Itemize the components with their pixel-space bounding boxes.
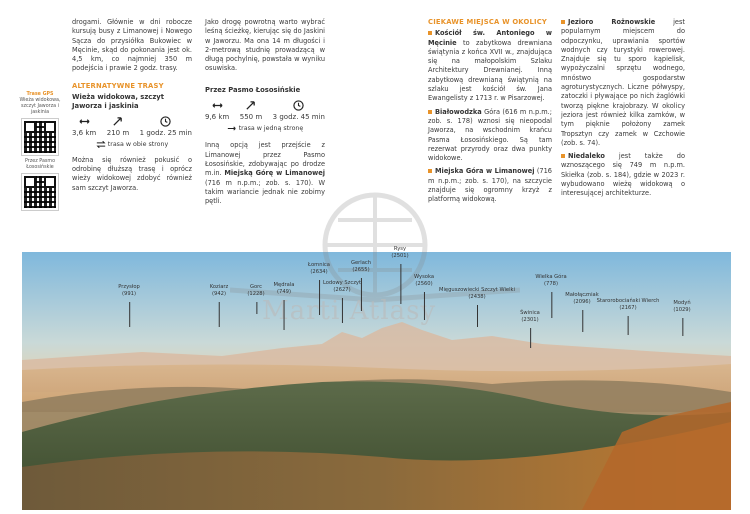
col1-text: Można się również pokusić o odrobinę dłuższą trasę i oprócz wieży widokowej zdobyć również sam szczyt Jaworza. xyxy=(72,155,192,192)
peak-label xyxy=(323,280,361,293)
peak-height: (2301) xyxy=(521,316,539,323)
clock-icon xyxy=(160,116,171,127)
peak-name: Starorobociański Wierch xyxy=(596,298,660,304)
place-item-1: Kościół św. Antoniego w Męcinie to zabytkowa drewniana świątynia z końca XVII w., znajdująca się na małopolskim Szlaku Architektury Drewnianej. Inną zabytkową drewnianą świątynią na szlaku jest kościół św. Jana Ewangelisty z 1713 r. w Pisarzowej. xyxy=(428,29,552,103)
peak-label xyxy=(565,292,598,305)
col2-intro: Jako drogę powrotną warto wybrać leśną ścieżkę, kierując się do Jaskini w Jaworzu. Ma ona 14 m długości i 2-metrową studnię prowadzącą w długą pochylnię, powstała w wyniku osuwiska. xyxy=(205,18,325,73)
peak-label xyxy=(274,282,295,295)
peak-height: (942) xyxy=(212,290,226,297)
peak-pointer-line xyxy=(342,298,343,323)
place-item-4: Jezioro Rożnowskie jest popularnym miejscem do odpoczynku, uprawiania sportów wodnych czy turystyki rowerowej. Znajduje się tu sporo kąpielisk, wypożyczalni sprzętu wodnego, mnóstwo gospodarstw agroturystycznych. Liczne półwyspy, zatoczki i pływające po nich żaglówki tworzą piękne krajobrazy. W okolicy jeziora jest również kilka zamków, w tym pięknie położony zamek Tropsztyn czy zamek w Czchowie (zob. s. 74). xyxy=(561,18,685,147)
peak-pointer-line xyxy=(424,292,425,320)
col1-intro: drogami. Głównie w dni robocze kursują busy z Limanowej i Nowego Sącza do przysiółka Bukowiec w Męcinie, skąd do pokonania jest ok. 4,5 km, co najmniej 350 m podejścia i prawie 2 godz. trasy. xyxy=(72,18,192,73)
peak-pointer-line xyxy=(219,302,220,327)
peak-pointer-line xyxy=(582,310,583,332)
route2-climb: 550 m xyxy=(239,112,263,121)
peak-name: Mędrala xyxy=(273,282,295,288)
peak-pointer-line xyxy=(682,318,683,336)
peak-height: (2627) xyxy=(333,286,351,293)
peak-pointer-line xyxy=(551,292,552,318)
peak-name: Wielka Góra xyxy=(535,274,567,280)
route1-title: Wieża widokowa, szczyt Jaworza i jaskinia xyxy=(72,93,164,111)
peak-height: (1029) xyxy=(673,306,691,313)
peak-height: (2438) xyxy=(468,293,486,300)
peak-pointer-line xyxy=(477,305,478,327)
peak-height: (749) xyxy=(277,288,291,295)
peak-name: Gerlach xyxy=(350,260,372,266)
route1-stats xyxy=(72,116,192,138)
peak-name: Modyń xyxy=(673,300,691,306)
column-1 xyxy=(72,18,192,197)
peak-height: (778) xyxy=(544,280,558,287)
peak-name: Mięguszowiecki Szczyt Wielki xyxy=(439,287,515,293)
place-item-3: Miejska Góra w Limanowej (716 m n.p.m.; zob. s. 170), na szczycie znajduje się ogromny krzyż z platformą widokową. xyxy=(428,167,552,204)
peak-height: (2501) xyxy=(391,252,409,259)
peak-label xyxy=(520,310,540,323)
peak-height: (2560) xyxy=(415,280,433,287)
route1-time: 1 godz. 25 min xyxy=(139,129,192,138)
one-way-icon xyxy=(227,125,237,132)
gps-sidebar xyxy=(18,92,62,213)
peak-name: Wysoka xyxy=(413,274,435,280)
peak-name: Rysy xyxy=(393,246,407,252)
route2-distance: 9,6 km xyxy=(205,112,230,121)
peak-height: (1228) xyxy=(247,290,265,297)
climb-icon xyxy=(112,116,123,127)
distance-icon xyxy=(79,116,90,127)
peak-name: Świnica xyxy=(520,310,540,316)
route1-note: trasa w obie strony xyxy=(107,141,169,149)
peak-height: (2096) xyxy=(573,298,591,305)
places-heading: CIEKAWE MIEJSCA W OKOLICY xyxy=(428,18,548,26)
peak-label xyxy=(673,300,690,313)
place-item-2: Białowodzka Góra (616 m n.p.m.; zob. s. 178) wznosi się nieopodal Jaworza, na wschodnim krańcu Pasma Łososińskiego. Są tam rezerwat przyrody oraz dwa punkty widokowe. xyxy=(428,107,552,163)
peak-label xyxy=(118,284,140,297)
peak-name: Lodowy Szczyt xyxy=(322,280,362,286)
peak-pointer-line xyxy=(256,302,257,314)
peak-label xyxy=(308,262,330,275)
peak-pointer-line xyxy=(129,302,130,327)
climb-icon xyxy=(245,100,256,111)
route2-title: Przez Pasmo Łososińskie xyxy=(205,85,301,94)
watermark-text: Marti Atlasy xyxy=(262,296,437,326)
peak-height: (2167) xyxy=(619,304,637,311)
route2-note: trasa w jedną stronę xyxy=(238,125,304,133)
distance-icon xyxy=(212,100,223,111)
clock-icon xyxy=(293,100,304,111)
column-4 xyxy=(561,18,685,203)
peak-name: Koziarz xyxy=(209,284,229,290)
peak-pointer-line xyxy=(628,316,629,335)
peak-label xyxy=(439,287,515,300)
peak-label xyxy=(391,246,408,259)
peak-pointer-line xyxy=(530,328,531,348)
route1-climb: 210 m xyxy=(106,129,130,138)
peak-name: Gorc xyxy=(249,284,263,290)
gps-caption-1: Wieża widokowa, szczyt Jaworza i jaskinia xyxy=(19,98,61,115)
alt-routes-heading: ALTERNATYWNE TRASY xyxy=(72,81,164,90)
peak-label xyxy=(247,284,264,297)
peak-height: (2634) xyxy=(310,268,328,275)
route2-stats xyxy=(205,100,325,122)
peak-label xyxy=(351,260,371,273)
peak-name: Małołączniak xyxy=(565,292,599,298)
peak-name: Przysłop xyxy=(118,284,140,290)
qr-code-1[interactable] xyxy=(22,119,58,155)
peak-height: (991) xyxy=(122,290,136,297)
peak-pointer-line xyxy=(400,264,401,304)
peak-name: Łomnica xyxy=(308,262,330,268)
gps-caption-2: Przez Pasmo Łososińskie xyxy=(24,159,55,170)
peak-pointer-line xyxy=(361,278,362,311)
col2-text: Inną opcją jest przejście z Limanowej przez Pasmo Łososińskie, zdobywając po drodze m.in. Miejską Górę w Limanowej (716 m n.p.m.; zob. s. 170). W takim wariancie jednak nie zobimy pętli. xyxy=(205,141,325,206)
place-item-5: Niedaleko jest także do wznoszącego się 749 m n.p.m. Skiełka (zob. s. 184), gdzie w 2023 r. wybudowano wieżę widokową o interesującej architekturze. xyxy=(561,152,685,198)
route1-distance: 3,6 km xyxy=(72,129,97,138)
peak-label xyxy=(414,274,434,287)
peak-label xyxy=(597,298,660,311)
both-ways-icon xyxy=(96,141,106,148)
route2-time: 3 godz. 45 min xyxy=(272,112,325,121)
peak-height: (2655) xyxy=(352,266,370,273)
gps-label: Trase GPS xyxy=(26,92,54,97)
peak-label xyxy=(210,284,229,297)
peak-pointer-line xyxy=(319,280,320,315)
qr-code-2[interactable] xyxy=(22,174,58,210)
peak-label xyxy=(535,274,566,287)
peak-pointer-line xyxy=(284,300,285,330)
